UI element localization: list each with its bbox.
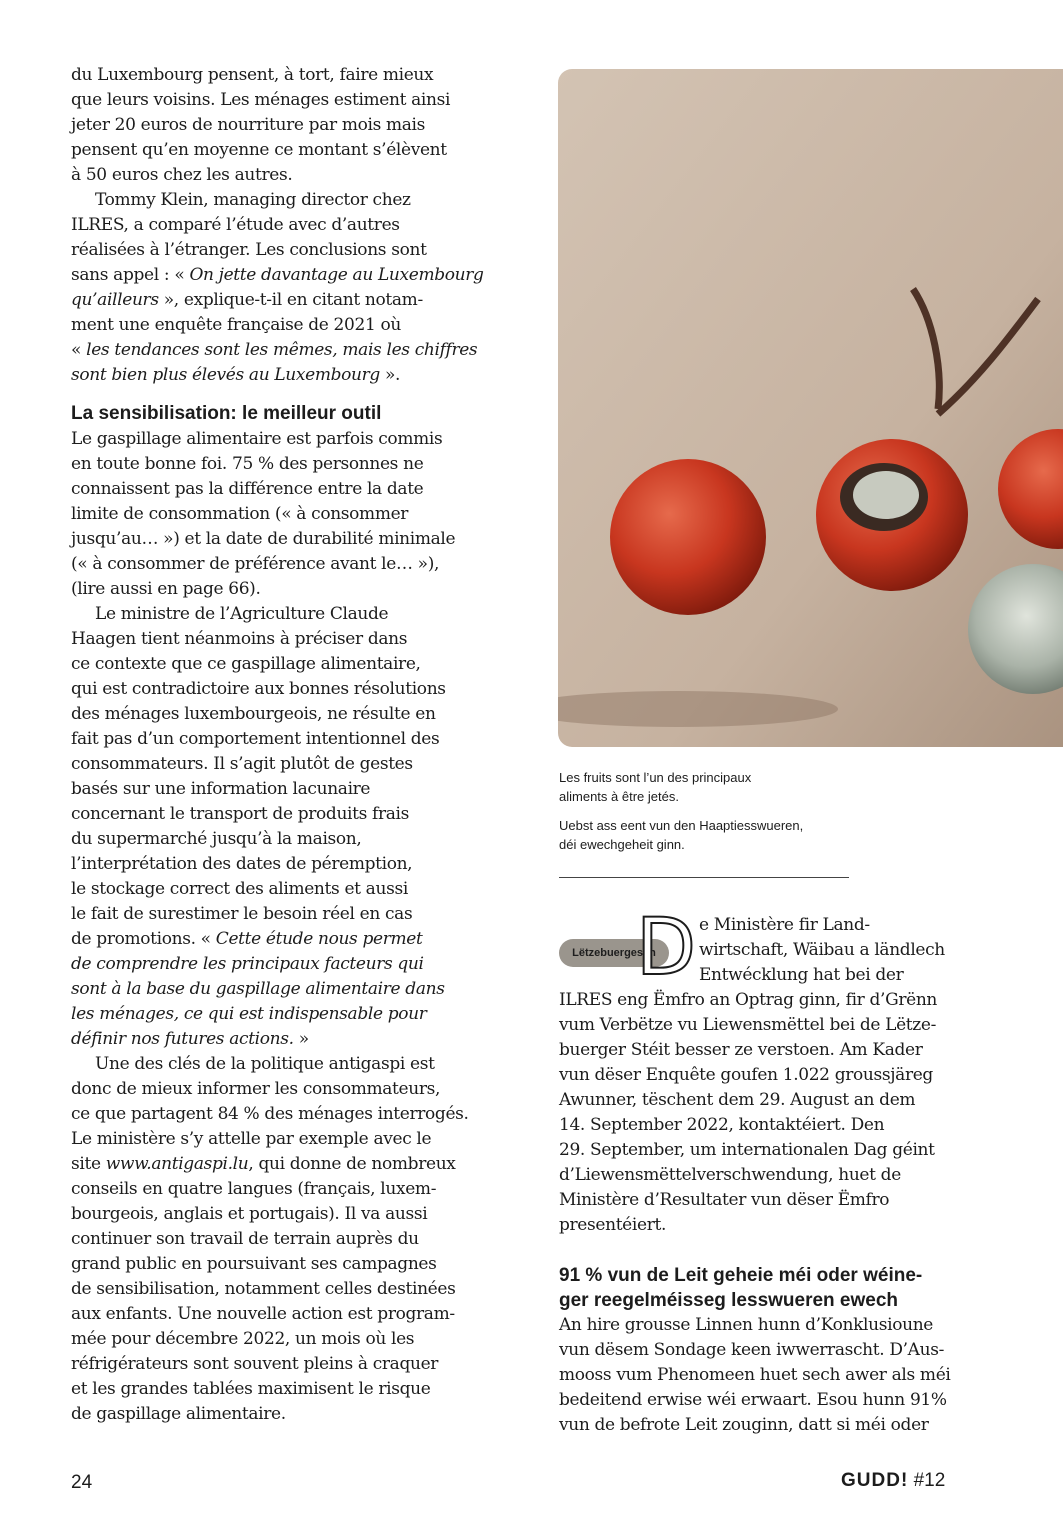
- issue-number: #12: [913, 1470, 946, 1491]
- quote-line: les ménages, ce qui est indispensable pour: [71, 1004, 427, 1024]
- quote-line: de comprendre les principaux facteurs qui: [71, 954, 424, 974]
- text-line: mée pour décembre 2022, un mois où les: [71, 1329, 415, 1349]
- text-line: l’interprétation des dates de péremption,: [71, 854, 413, 874]
- text-line: d’Liewensmëttelverschwendung, huet de: [559, 1165, 901, 1185]
- text-line: buerger Stéit besser ze verstoen. Am Kader: [559, 1040, 923, 1060]
- text-line: ce contexte que ce gaspillage alimentaire,: [71, 654, 421, 674]
- quote-line: sont à la base du gaspillage alimentaire dans: [71, 979, 445, 999]
- text-line: An hire grousse Linnen hunn d’Konklusioune: [559, 1315, 934, 1335]
- paragraph: [71, 188, 491, 388]
- text-run: de promotions. «: [71, 929, 216, 949]
- text-line: Awunner, tëschent dem 29. August an dem: [559, 1090, 916, 1110]
- caption-luxembourgish: déi ewechgeheit ginn.: [559, 837, 685, 852]
- spacer: [559, 1238, 979, 1263]
- text-line: [71, 363, 491, 388]
- paragraph: [71, 1052, 491, 1427]
- page-number: 24: [71, 1472, 93, 1493]
- mold-spot: [853, 471, 919, 519]
- text-line: du supermarché jusqu’à la maison,: [71, 829, 362, 849]
- text-line: mooss vum Phenomeen huet sech awer als méi: [559, 1365, 951, 1385]
- text-run: », explique-t-il en citant notam-: [158, 290, 423, 310]
- text-line: pensent qu’en moyenne ce montant s’élèvent: [71, 140, 447, 160]
- text-line: du Luxembourg pensent, à tort, faire mieux: [71, 65, 434, 85]
- divider: [559, 877, 849, 878]
- text-line: ce que partagent 84 % des ménages interrogés.: [71, 1104, 469, 1124]
- text-line: Entwécklung hat bei der: [699, 965, 904, 985]
- drop-cap: D: [636, 903, 697, 993]
- magazine-logo: GUDD!: [841, 1470, 909, 1491]
- text-line: basés sur une information lacunaire: [71, 779, 371, 799]
- section-heading: 91 % vun de Leit geheie méi oder wéine-: [559, 1265, 923, 1286]
- quote-run: les tendances sont les mêmes, mais les chiffres: [86, 340, 478, 360]
- text-line: consommateurs. Il s’agit plutôt de gestes: [71, 754, 413, 774]
- text-line: de sensibilisation, notamment celles destinées: [71, 1279, 456, 1299]
- text-line: continuer son travail de terrain auprès du: [71, 1229, 419, 1249]
- section-heading: La sensibilisation: le meilleur outil: [71, 403, 382, 424]
- caption-french: Les fruits sont l’un des principaux: [559, 770, 752, 785]
- text-line: vun dësem Sondage keen iwwerrascht. D’Aus-: [559, 1340, 944, 1360]
- article-column-french: [71, 63, 491, 1427]
- paragraph: [71, 63, 491, 188]
- text-line: qui est contradictoire aux bonnes résolutions: [71, 679, 446, 699]
- text-line: réfrigérateurs sont souvent pleins à craquer: [71, 1354, 439, 1374]
- photo-caption: [559, 768, 889, 854]
- text-line: [71, 338, 491, 363]
- text-line: aux enfants. Une nouvelle action est program-: [71, 1304, 455, 1324]
- text-line: Une des clés de la politique antigaspi est: [95, 1054, 435, 1074]
- text-line: des ménages luxembourgeois, ne résulte en: [71, 704, 436, 724]
- text-line: Ministère d’Resultater vun dëser Ëmfro: [559, 1190, 890, 1210]
- text-run: site: [71, 1154, 106, 1174]
- text-line: ment une enquête française de 2021 où: [71, 315, 401, 335]
- text-line: (« à consommer de préférence avant le… »),: [71, 554, 440, 574]
- text-line: e Ministère fir Land-: [699, 915, 870, 935]
- text-line: grand public en poursuivant ses campagnes: [71, 1254, 437, 1274]
- text-line: Le ministère s’y attelle par exemple avec le: [71, 1129, 432, 1149]
- text-line: [71, 927, 491, 952]
- footer-brand: [841, 1470, 945, 1492]
- text-line: connaissent pas la différence entre la date: [71, 479, 424, 499]
- tomatoes-illustration: [558, 69, 1063, 747]
- quote-run: qu’ailleurs: [71, 290, 159, 310]
- text-line: de gaspillage alimentaire.: [71, 1404, 286, 1424]
- caption-french: aliments à être jetés.: [559, 789, 679, 804]
- text-line: [71, 1152, 491, 1177]
- text-line: et les grandes tablées maximisent le risque: [71, 1379, 431, 1399]
- text-line: bedeitend erwise wéi erwaart. Esou hunn 91%: [559, 1390, 947, 1410]
- quote-run: On jette davantage au Luxembourg: [189, 265, 484, 285]
- text-line: [71, 1027, 491, 1052]
- text-line: [71, 263, 491, 288]
- text-line: [71, 288, 491, 313]
- tomatoes-photo: [558, 69, 1063, 747]
- article-column-luxembourgish: [559, 913, 979, 1438]
- text-line: Haagen tient néanmoins à préciser dans: [71, 629, 408, 649]
- text-run: »: [293, 1029, 309, 1049]
- quote-run: définir nos futures actions.: [71, 1029, 294, 1049]
- language-badge: Lëtzebuergesch: [559, 939, 669, 967]
- text-run: «: [71, 340, 87, 360]
- text-line: limite de consommation (« à consommer: [71, 504, 409, 524]
- website-link[interactable]: www.antigaspi.lu: [105, 1154, 249, 1174]
- quote-run: Cette étude nous permet: [215, 929, 423, 949]
- text-line: jusqu’au… ») et la date de durabilité minimale: [71, 529, 456, 549]
- quote-run: sont bien plus élevés au Luxembourg: [71, 365, 380, 385]
- tomato: [610, 459, 766, 615]
- text-line: le stockage correct des aliments et aussi: [71, 879, 408, 899]
- text-line: concernant le transport de produits frais: [71, 804, 410, 824]
- text-line: réalisées à l’étranger. Les conclusions sont: [71, 240, 427, 260]
- text-line: jeter 20 euros de nourriture par mois mais: [71, 115, 426, 135]
- paragraph: [71, 427, 491, 602]
- text-line: Tommy Klein, managing director chez: [95, 190, 411, 210]
- text-line: 29. September, um internationalen Dag géint: [559, 1140, 935, 1160]
- text-line: conseils en quatre langues (français, luxem-: [71, 1179, 437, 1199]
- text-line: Le ministre de l’Agriculture Claude: [95, 604, 389, 624]
- text-line: vun de befrote Leit zouginn, datt si méi oder: [559, 1415, 929, 1435]
- text-line: que leurs voisins. Les ménages estiment ainsi: [71, 90, 451, 110]
- text-line: bourgeois, anglais et portugais). Il va aussi: [71, 1204, 428, 1224]
- text-line: Le gaspillage alimentaire est parfois commis: [71, 429, 443, 449]
- text-line: fait pas d’un comportement intentionnel des: [71, 729, 440, 749]
- text-line: le fait de surestimer le besoin réel en cas: [71, 904, 413, 924]
- caption-luxembourgish: Uebst ass eent vun den Haaptiesswueren,: [559, 818, 804, 833]
- text-run: sans appel : «: [71, 265, 190, 285]
- paragraph: [71, 602, 491, 1052]
- text-line: ILRES eng Ëmfro an Optrag ginn, fir d’Grënn: [559, 990, 938, 1010]
- text-line: presentéiert.: [559, 1215, 667, 1235]
- text-run: ».: [379, 365, 401, 385]
- text-line: 14. September 2022, kontaktéiert. Den: [559, 1115, 885, 1135]
- text-line: en toute bonne foi. 75 % des personnes ne: [71, 454, 424, 474]
- section-heading: ger reegelméisseg lesswueren ewech: [559, 1290, 899, 1311]
- text-run: , qui donne de nombreux: [248, 1154, 456, 1174]
- text-line: (lire aussi en page 66).: [71, 579, 261, 599]
- text-line: ILRES, a comparé l’étude avec d’autres: [71, 215, 400, 235]
- text-line: wirtschaft, Wäibau a ländlech: [699, 940, 945, 960]
- text-line: vun dëser Enquête goufen 1.022 groussjäreg: [559, 1065, 933, 1085]
- text-line: donc de mieux informer les consommateurs,: [71, 1079, 441, 1099]
- text-line: à 50 euros chez les autres.: [71, 165, 293, 185]
- text-line: vum Verbëtze vu Liewensmëttel bei de Lëtze-: [559, 1015, 936, 1035]
